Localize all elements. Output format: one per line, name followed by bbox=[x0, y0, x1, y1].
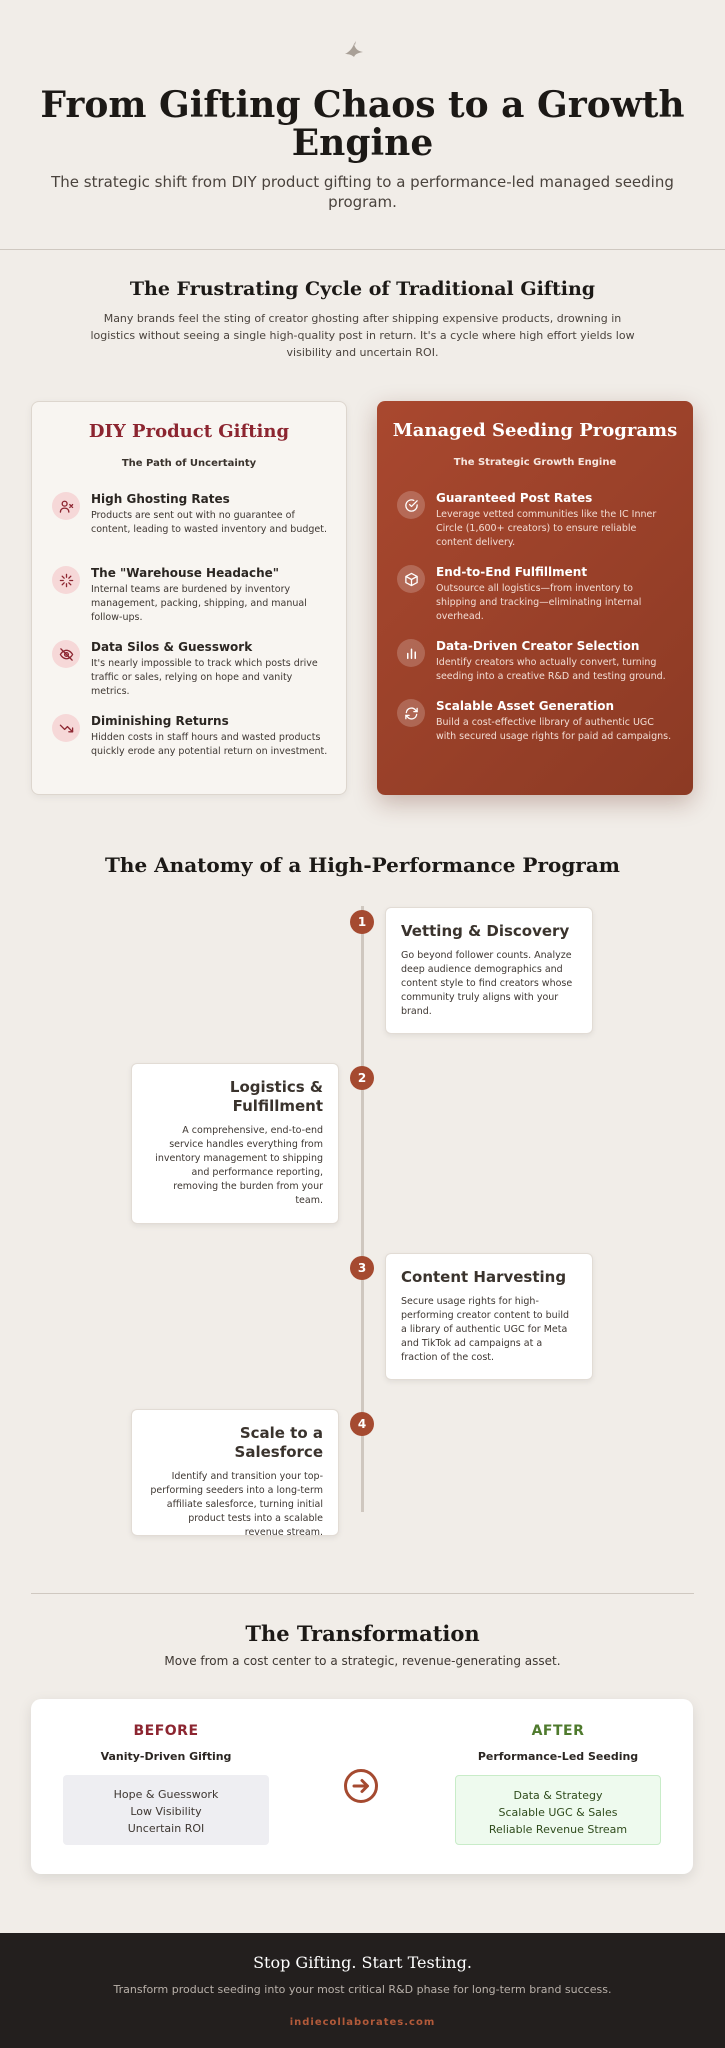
before-column bbox=[63, 1723, 269, 1845]
anatomy-title: The Anatomy of a High-Performance Program bbox=[105, 853, 620, 877]
user-x-icon bbox=[52, 492, 80, 520]
diy-item bbox=[52, 492, 328, 537]
managed-card-title: Managed Seeding Programs bbox=[392, 420, 678, 441]
before-label: BEFORE bbox=[133, 1723, 199, 1739]
step-desc: Go beyond follower counts. Analyze deep audience demographics and content style to find creators whose community truly aligns with your brand. bbox=[401, 950, 573, 1017]
diy-item-title: High Ghosting Rates bbox=[91, 492, 230, 506]
managed-item-desc: Build a cost-effective library of authentic UGC with secured usage rights for paid ad campaigns. bbox=[436, 717, 672, 742]
step-title: Scale to a Salesforce bbox=[234, 1424, 323, 1461]
bird-logo-icon bbox=[343, 40, 365, 58]
managed-item bbox=[397, 699, 675, 744]
footer-website-link[interactable]: indiecollaborates.com bbox=[289, 2017, 436, 2028]
diy-item bbox=[52, 714, 328, 759]
diy-item-desc: Internal teams are burdened by inventory management, packing, shipping, and manual follow-ups. bbox=[91, 584, 307, 623]
after-label: AFTER bbox=[531, 1723, 585, 1739]
diy-item bbox=[52, 640, 328, 699]
before-line: Hope & Guesswork bbox=[113, 1788, 219, 1801]
managed-item-desc: Leverage vetted communities like the IC Inner Circle (1,600+ creators) to ensure reliable content delivery. bbox=[436, 509, 657, 548]
section-divider bbox=[31, 1593, 694, 1594]
arrow-right-icon bbox=[343, 1768, 379, 1804]
footer-subtitle: Transform product seeding into your most critical R&D phase for long-term brand success. bbox=[113, 1983, 612, 1996]
footer bbox=[0, 1933, 725, 2048]
diy-item-title: Diminishing Returns bbox=[91, 714, 229, 728]
hero-section bbox=[0, 0, 725, 250]
bar-chart-icon bbox=[397, 639, 425, 667]
step-number: 4 bbox=[350, 1412, 374, 1436]
step-title: Vetting & Discovery bbox=[401, 922, 570, 940]
diy-card-subtitle: The Path of Uncertainty bbox=[121, 458, 257, 469]
managed-item-title: Data-Driven Creator Selection bbox=[436, 639, 640, 653]
after-subtitle: Performance-Led Seeding bbox=[477, 1750, 639, 1763]
after-line: Reliable Revenue Stream bbox=[488, 1823, 628, 1836]
cycle-description: Many brands feel the sting of creator ghosting after shipping expensive products, drowning in logistics without seeing a single high-quality post in return. It's a cycle where high effort yields low visibility and uncertain ROI. bbox=[90, 312, 635, 359]
managed-card-subtitle: The Strategic Growth Engine bbox=[453, 457, 617, 468]
managed-item-desc: Outsource all logistics—from inventory to shipping and tracking—eliminating internal overhead. bbox=[436, 583, 642, 622]
managed-item bbox=[397, 491, 675, 550]
diy-card-title: DIY Product Gifting bbox=[88, 421, 290, 442]
transformation-card bbox=[31, 1699, 693, 1874]
diy-item-title: The "Warehouse Headache" bbox=[91, 566, 280, 580]
footer-title: Stop Gifting. Start Testing. bbox=[253, 1953, 472, 1972]
diy-item-title: Data Silos & Guesswork bbox=[91, 640, 253, 654]
diy-gifting-card bbox=[31, 401, 347, 795]
managed-item-title: End-to-End Fulfillment bbox=[436, 565, 588, 579]
step-number: 2 bbox=[350, 1066, 374, 1090]
before-box bbox=[63, 1775, 269, 1845]
step-card bbox=[131, 1409, 339, 1536]
diy-item-desc: Hidden costs in staff hours and wasted products quickly erode any potential return on investment. bbox=[91, 732, 328, 757]
before-line: Low Visibility bbox=[130, 1805, 202, 1818]
before-subtitle: Vanity-Driven Gifting bbox=[100, 1750, 232, 1763]
loader-icon bbox=[52, 566, 80, 594]
managed-seeding-card bbox=[377, 401, 693, 795]
managed-item-desc: Identify creators who actually convert, turning seeding into a creative R&D and testing ground. bbox=[436, 657, 666, 682]
step-desc: Identify and transition your top-performing seeders into a long-term affiliate salesforce, turning initial product tests into a scalable revenue stream. bbox=[150, 1471, 323, 1538]
package-icon bbox=[397, 565, 425, 593]
managed-item-title: Guaranteed Post Rates bbox=[436, 491, 593, 505]
page-subtitle: The strategic shift from DIY product gifting to a performance-led managed seeding program. bbox=[51, 173, 674, 211]
cycle-title: The Frustrating Cycle of Traditional Gifting bbox=[129, 278, 596, 300]
before-line: Uncertain ROI bbox=[127, 1822, 205, 1835]
after-box bbox=[455, 1775, 661, 1845]
after-line: Data & Strategy bbox=[513, 1789, 603, 1802]
managed-item bbox=[397, 639, 675, 684]
brand-logo bbox=[334, 40, 374, 68]
after-column bbox=[455, 1723, 661, 1845]
transformation-title: The Transformation bbox=[245, 1621, 480, 1646]
managed-item-title: Scalable Asset Generation bbox=[436, 699, 615, 713]
diy-item bbox=[52, 566, 328, 625]
step-title: Content Harvesting bbox=[401, 1268, 567, 1286]
page-title: From Gifting Chaos to a Growth Engine bbox=[40, 84, 685, 164]
refresh-icon bbox=[397, 699, 425, 727]
step-number: 1 bbox=[350, 910, 374, 934]
transformation-subtitle: Move from a cost center to a strategic, revenue-generating asset. bbox=[164, 1654, 561, 1668]
check-circle-icon bbox=[397, 491, 425, 519]
step-title: Logistics & Fulfillment bbox=[229, 1078, 323, 1115]
step-desc: A comprehensive, end-to-end service handles everything from inventory management to shipping and performance reporting, removing the burden from your team. bbox=[155, 1125, 323, 1206]
step-desc: Secure usage rights for high-performing creator content to build a library of authentic UGC for Meta and TikTok ad campaigns at a fraction of the cost. bbox=[401, 1296, 569, 1363]
step-number: 3 bbox=[350, 1256, 374, 1280]
trending-down-icon bbox=[52, 714, 80, 742]
managed-item bbox=[397, 565, 675, 624]
step-card bbox=[131, 1063, 339, 1224]
step-card bbox=[385, 907, 593, 1034]
diy-item-desc: It's nearly impossible to track which posts drive traffic or sales, relying on hope and vanity metrics. bbox=[91, 658, 318, 697]
diy-item-desc: Products are sent out with no guarantee of content, leading to wasted inventory and budget. bbox=[91, 510, 328, 535]
step-card bbox=[385, 1253, 593, 1380]
after-line: Scalable UGC & Sales bbox=[498, 1806, 618, 1819]
eye-off-icon bbox=[52, 640, 80, 668]
